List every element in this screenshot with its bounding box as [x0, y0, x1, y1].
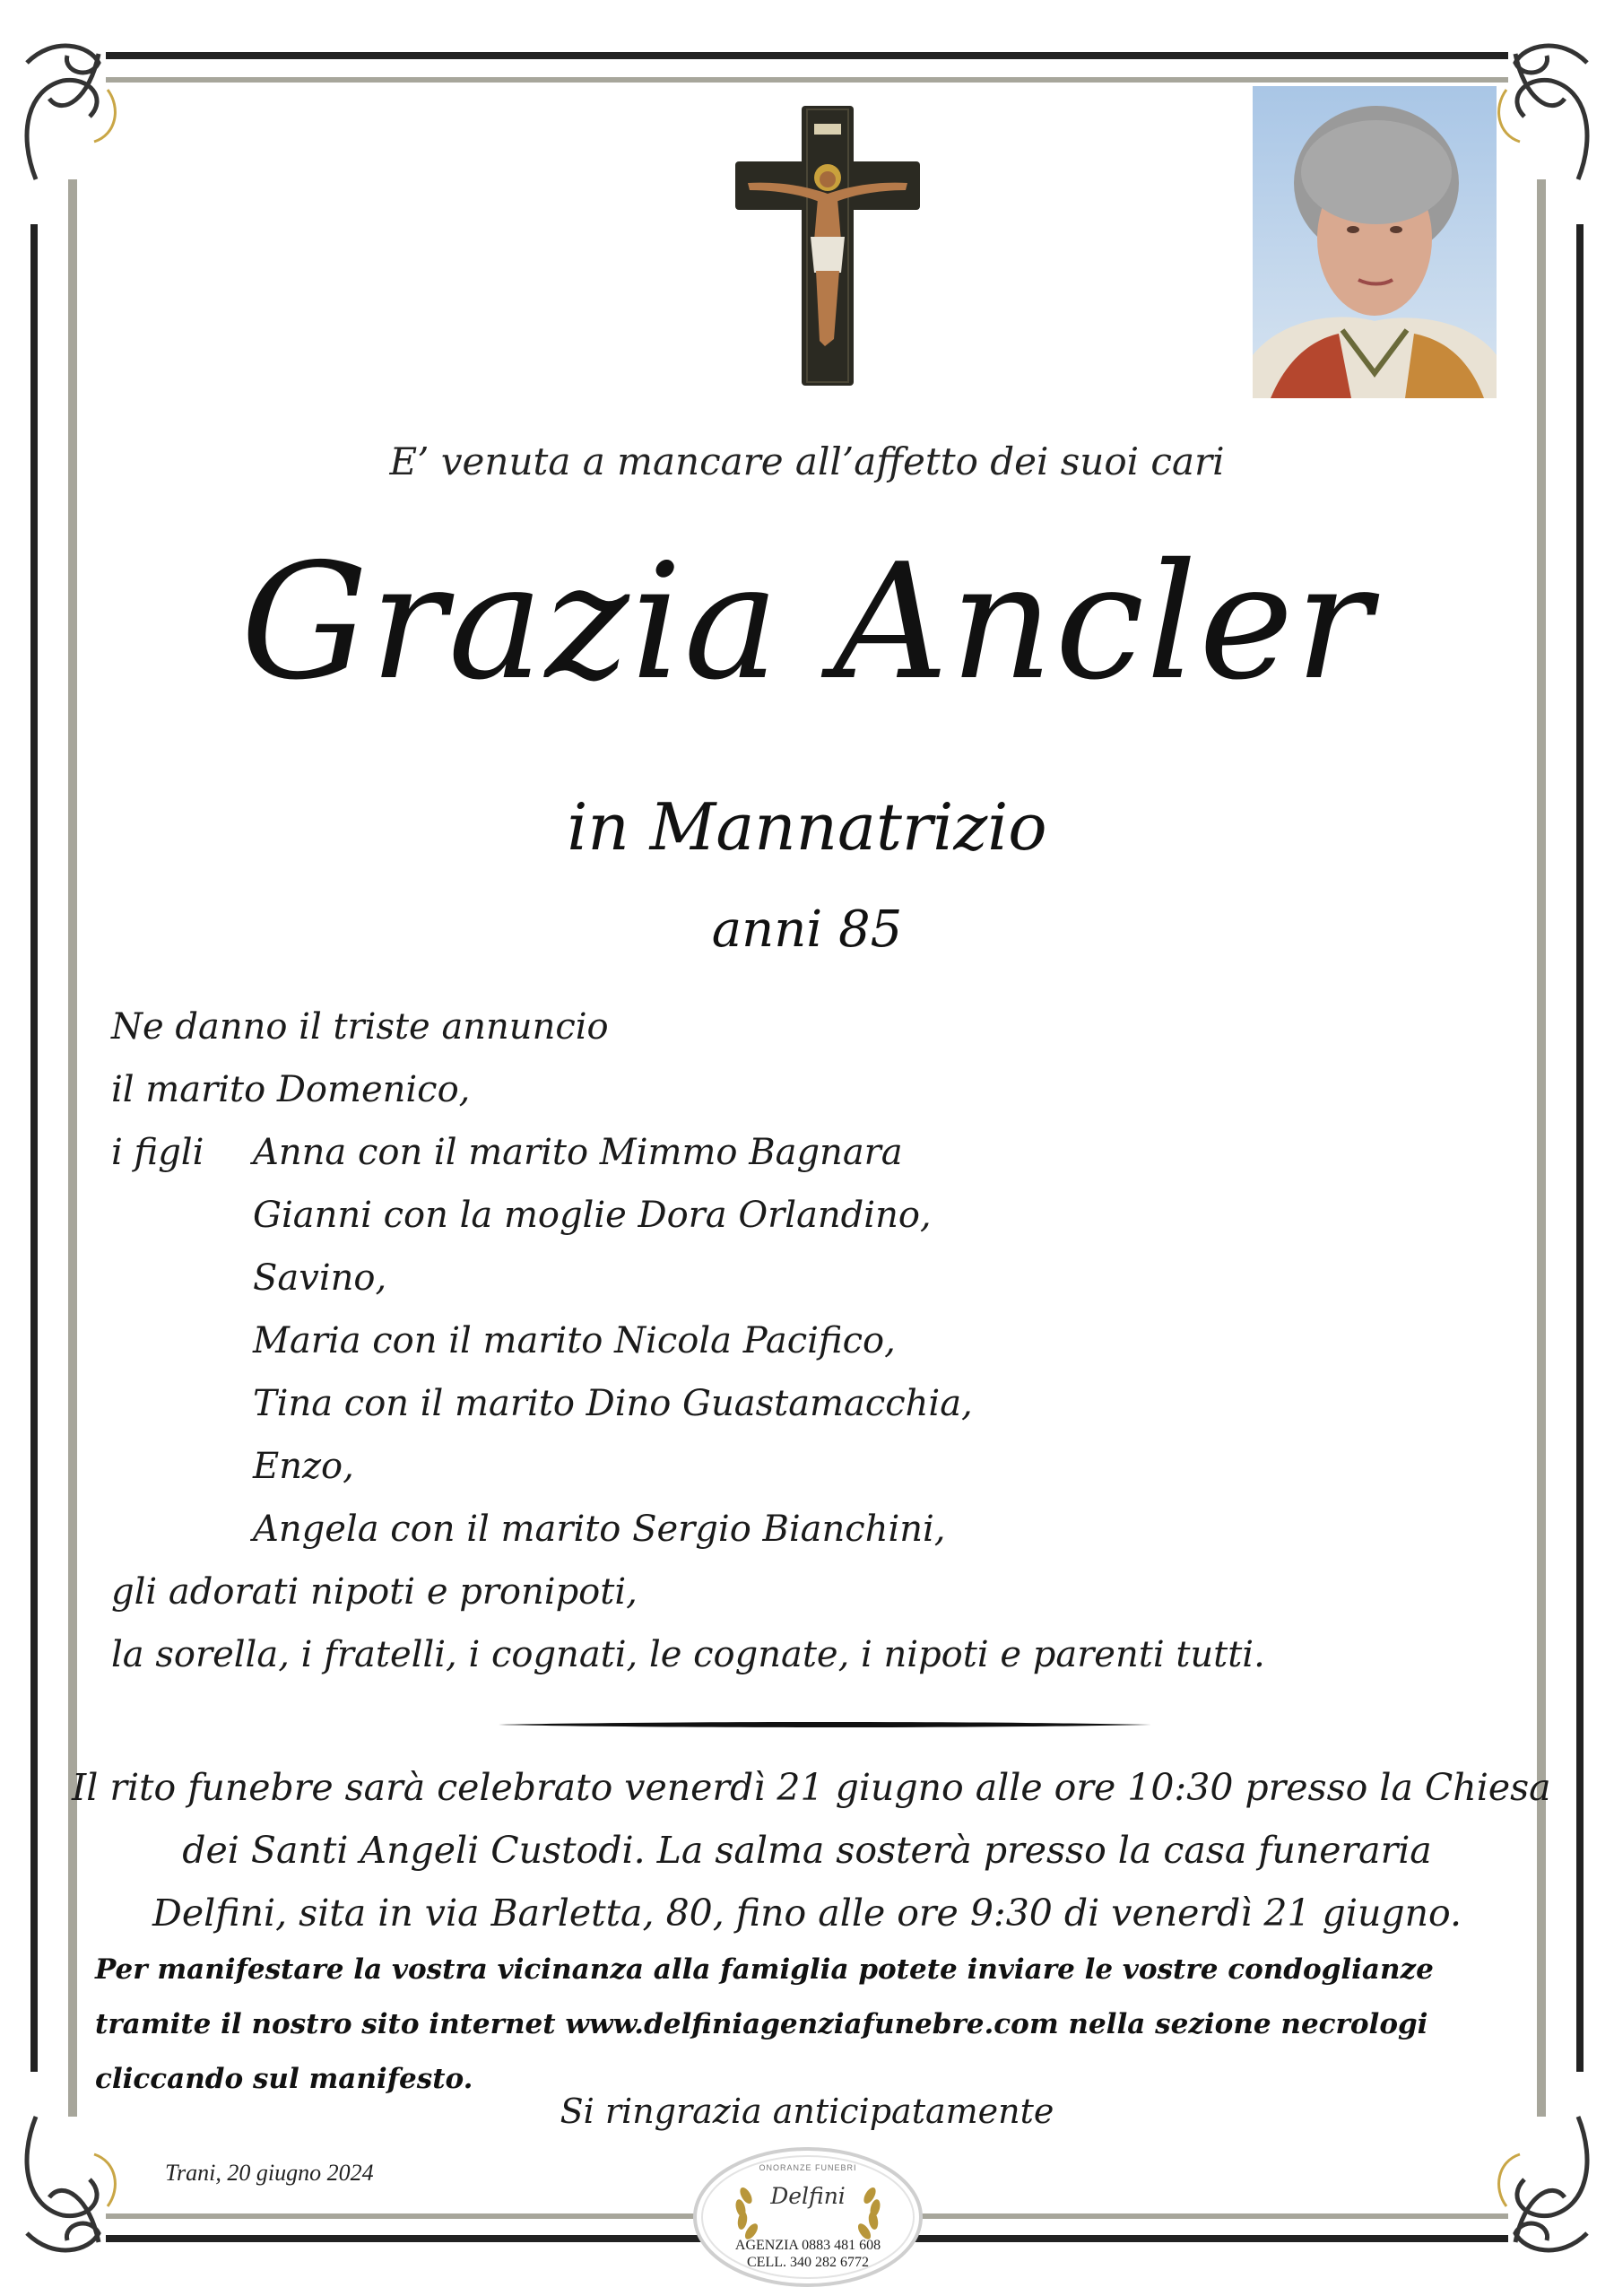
child-item: Angela con il marito Sergio Bianchini, — [253, 1509, 946, 1550]
cell-phone: CELL. 340 282 6772 — [747, 2255, 869, 2270]
married-name: in Mannatrizio — [567, 789, 1047, 865]
funeral-info-line: Delfini, sita in via Barletta, 80, fino alle ore 9:30 di venerdì 21 giugno. — [152, 1892, 1462, 1935]
husband-line: il marito Domenico, — [111, 1069, 471, 1110]
funeral-info — [72, 1756, 1551, 1944]
child-item: Savino, — [253, 1257, 387, 1299]
grandchildren-line: gli adorati nipoti e pronipoti, — [111, 1571, 638, 1613]
funeral-info-line: dei Santi Angeli Custodi. La salma sosterà presso la casa funeraria — [182, 1829, 1432, 1872]
relatives-line: la sorella, i fratelli, i cognati, le cognate, i nipoti e parenti tutti. — [111, 1634, 1265, 1675]
children-label: i figli — [111, 1132, 204, 1173]
child-item: Enzo, — [253, 1446, 354, 1487]
agency-phone: AGENZIA 0883 481 608 — [734, 2238, 881, 2253]
age: anni 85 — [711, 900, 903, 959]
logo-brand: Delfini — [770, 2183, 846, 2209]
portrait-photo — [1253, 86, 1497, 398]
logo-top-text: ONORANZE FUNEBRI — [759, 2163, 857, 2172]
condolences-notice-line: tramite il nostro sito internet www.delfiniagenziafunebre.com nella sezione necrologi — [95, 2008, 1428, 2040]
thanks-line: Si ringrazia anticipatamente — [560, 2092, 1054, 2131]
children-first-line — [111, 1132, 903, 1173]
child-item: Anna con il marito Mimmo Bagnara — [253, 1132, 903, 1173]
place-date: Trani, 20 giugno 2024 — [165, 2160, 374, 2186]
deceased-name: Grazia Ancler — [240, 529, 1374, 715]
divider — [499, 1720, 1151, 1729]
crucifix-icon — [735, 106, 920, 386]
announcement-opening: Ne danno il triste annuncio — [111, 1006, 609, 1048]
child-item: Gianni con la moglie Dora Orlandino, — [253, 1195, 932, 1236]
child-item: Maria con il marito Nicola Pacifico, — [253, 1320, 896, 1361]
funeral-info-line: Il rito funebre sarà celebrato venerdì 21 giugno alle ore 10:30 presso la Chiesa — [72, 1766, 1551, 1809]
condolences-notice — [95, 1943, 1530, 2107]
intro-line: E’ venuta a mancare all’affetto dei suoi cari — [389, 439, 1225, 483]
child-item: Tina con il marito Dino Guastamacchia, — [253, 1383, 973, 1424]
condolences-notice-line: cliccando sul manifesto. — [95, 2063, 473, 2095]
logo-contacts — [690, 2237, 925, 2271]
condolences-notice-line: Per manifestare la vostra vicinanza alla famiglia potete inviare le vostre condoglianze — [95, 1953, 1434, 1986]
